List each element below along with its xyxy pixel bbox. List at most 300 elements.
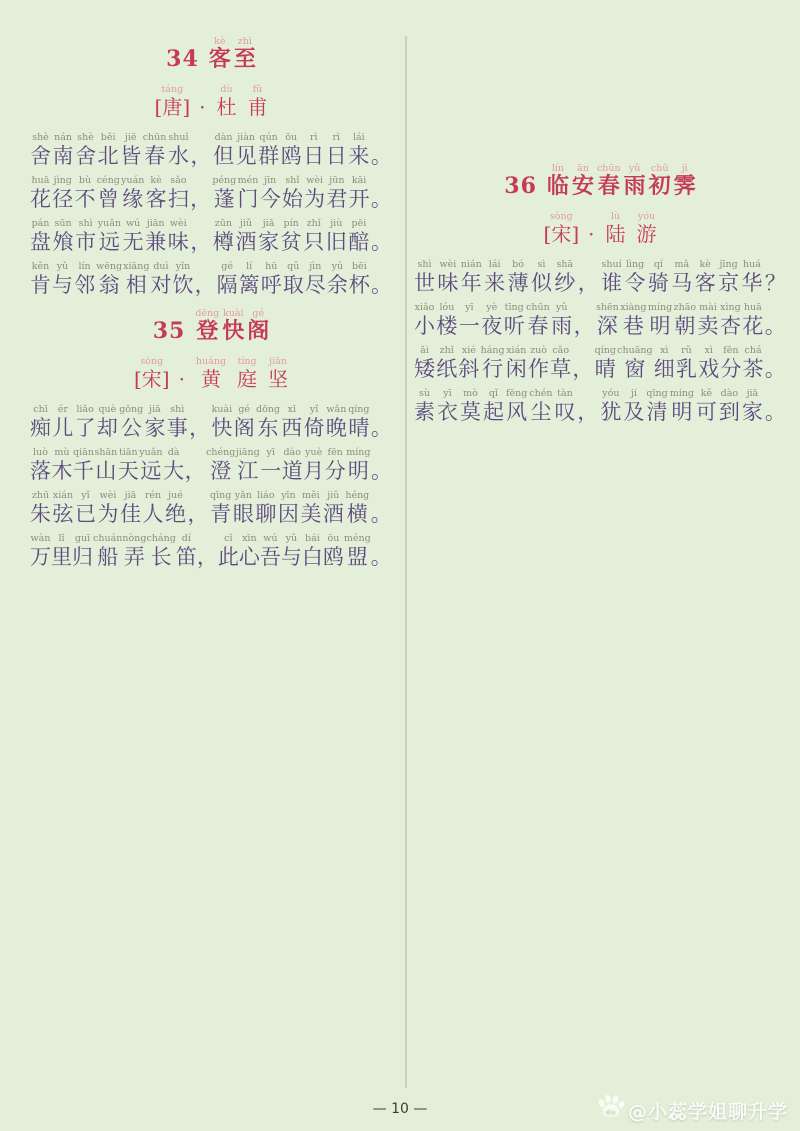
hanzi-char: ， — [187, 502, 209, 526]
poem-char — [73, 447, 94, 485]
pinyin-label: rì — [309, 132, 318, 143]
poem-char — [529, 388, 552, 426]
hanzi-char: 余 — [326, 273, 348, 297]
poem-char — [213, 218, 234, 256]
hanzi-char: 晴 — [348, 416, 370, 440]
author-separator — [588, 211, 594, 246]
hanzi-char: 。 — [764, 357, 786, 381]
poem-char — [123, 218, 144, 256]
hanzi-char: 今 — [259, 187, 281, 211]
pinyin-label: kuài — [222, 308, 244, 319]
pinyin-label: dàn — [214, 132, 233, 143]
author-name-char — [216, 84, 236, 119]
poem-char — [623, 388, 644, 426]
poem-char — [303, 218, 324, 256]
hanzi-char: 尽 — [304, 273, 326, 297]
pinyin-label: shuǐ — [168, 132, 189, 143]
hanzi-char: 市 — [75, 230, 97, 254]
hanzi-char: 倚 — [303, 416, 325, 440]
hanzi-char: 到 — [718, 400, 740, 424]
poem-char — [75, 404, 96, 442]
hanzi-char: 春 — [144, 144, 166, 168]
hanzi-char: 。 — [370, 416, 392, 440]
hanzi-char: 楼 — [436, 314, 458, 338]
column-divider — [405, 36, 407, 1088]
poem-char — [168, 218, 189, 256]
poem-char — [698, 345, 719, 383]
poem-char — [323, 490, 344, 528]
hanzi-char: 但 — [213, 144, 235, 168]
poem-char — [437, 388, 458, 426]
pinyin-label: lín — [551, 163, 565, 174]
poem-author — [30, 84, 392, 119]
hanzi-char: 可 — [695, 400, 717, 424]
pinyin-label: yóu — [637, 211, 656, 222]
hanzi-char: 一 — [458, 314, 480, 338]
hanzi-char: 聊 — [255, 502, 277, 526]
poem-char — [97, 175, 120, 213]
pinyin-label: xián — [506, 345, 527, 356]
hanzi-char: 味 — [437, 271, 459, 295]
hanzi-char: 庭 — [237, 367, 258, 391]
pinyin-label: wèi — [439, 259, 457, 270]
hanzi-char: 令 — [624, 271, 646, 295]
hanzi-char: 儿 — [52, 416, 74, 440]
poem-number — [153, 308, 193, 344]
hanzi-char: 朝 — [674, 314, 696, 338]
author-name-char — [268, 356, 288, 391]
poem-char — [122, 533, 146, 571]
poem-author — [30, 356, 392, 391]
hanzi-char: 径 — [52, 187, 74, 211]
pinyin-label — [774, 302, 777, 313]
poem-char — [765, 345, 786, 383]
pinyin-label: huá — [743, 259, 761, 270]
poem-char — [345, 490, 369, 528]
pinyin-label: wēng — [96, 261, 123, 272]
hanzi-char: 素 — [414, 400, 435, 424]
hanzi-char: 缘 — [122, 187, 144, 211]
hanzi-char: 雨 — [551, 314, 573, 338]
pinyin-label: kè — [150, 175, 162, 186]
poem-line — [414, 345, 786, 383]
author-name-char — [196, 356, 226, 391]
poem-char — [676, 345, 697, 383]
poem-char — [30, 175, 51, 213]
poem-char — [143, 132, 167, 170]
poem-char — [185, 447, 206, 485]
hanzi-char: 叹 — [554, 400, 576, 424]
pinyin-label: běi — [100, 132, 116, 143]
hanzi-char: 万 — [30, 545, 51, 569]
pinyin-label: chī — [33, 404, 48, 415]
hanzi-char: 纱 — [554, 271, 576, 295]
pinyin-label: qǔ — [287, 261, 300, 272]
poem-char — [720, 302, 741, 340]
poem-char — [30, 218, 51, 256]
poem-char — [233, 490, 254, 528]
hanzi-char: 因 — [277, 502, 299, 526]
poem-char — [326, 218, 347, 256]
pinyin-label: chū — [650, 163, 669, 174]
poem-char — [601, 259, 622, 297]
pinyin-label — [204, 261, 207, 272]
hanzi-char: 远 — [98, 230, 120, 254]
hanzi-char: 京 — [718, 271, 740, 295]
pinyin-label: shì — [417, 259, 432, 270]
poem-line — [30, 447, 392, 485]
poem-title — [30, 308, 392, 344]
pinyin-label: kè — [699, 259, 711, 270]
pinyin-label: wǎn — [326, 404, 347, 415]
poem-title-char — [209, 36, 231, 72]
poem-char — [256, 404, 280, 442]
hanzi-char: 薄 — [507, 271, 529, 295]
pinyin-label: gé — [252, 308, 265, 319]
hanzi-char: 家 — [741, 400, 763, 424]
hanzi-char: 千 — [73, 459, 94, 483]
poem-char — [461, 259, 482, 297]
poem-char — [695, 259, 716, 297]
poem-char — [648, 302, 672, 340]
poem-char — [742, 388, 763, 426]
pinyin-label: duì — [153, 261, 169, 272]
pinyin-label: méng — [343, 533, 371, 544]
poem-char — [578, 259, 599, 297]
pinyin-label: mò — [463, 388, 478, 399]
hanzi-char: 公 — [120, 416, 142, 440]
poem-char — [74, 175, 95, 213]
poem-char — [30, 533, 51, 571]
pinyin-label: měi — [301, 490, 320, 501]
poem-char — [371, 533, 392, 571]
poem-line — [30, 132, 392, 170]
pinyin-label: dà — [167, 447, 180, 458]
hanzi-char: 贫 — [280, 230, 302, 254]
poem-char — [281, 218, 302, 256]
poem-char — [191, 132, 212, 170]
poem-char — [260, 533, 281, 571]
pinyin-label: ōu — [327, 533, 340, 544]
poem-line — [30, 533, 392, 571]
pinyin-label: nián — [460, 259, 482, 270]
poem-title — [414, 163, 786, 199]
hanzi-char: 尘 — [530, 400, 552, 424]
poem-char — [437, 259, 458, 297]
pinyin-label: xīn — [242, 533, 257, 544]
pinyin-label: yī — [443, 388, 452, 399]
hanzi-char: 青 — [210, 502, 232, 526]
pinyin-label: xì — [660, 345, 669, 356]
pinyin-label: dào — [720, 388, 739, 399]
pinyin-label: tàn — [557, 388, 573, 399]
pinyin-label: tiān — [118, 447, 138, 458]
hanzi-char: 起 — [482, 400, 504, 424]
pinyin-label: cǎo — [552, 345, 570, 356]
pinyin-label: hū — [265, 261, 278, 272]
pinyin-label — [380, 218, 383, 229]
pinyin-label: jiā — [262, 218, 275, 229]
pinyin-label: fēng — [505, 388, 528, 399]
pinyin-label — [774, 345, 777, 356]
poem-char — [654, 345, 675, 383]
poem-char — [300, 490, 321, 528]
hanzi-char: 登 — [196, 318, 219, 344]
poem-char — [188, 490, 209, 528]
pinyin-label: nán — [54, 132, 72, 143]
pinyin-label: pēi — [351, 218, 367, 229]
pinyin-label: jué — [168, 490, 183, 501]
hanzi-char: 酒 — [235, 230, 257, 254]
poem-char — [145, 218, 166, 256]
poem-char — [217, 261, 238, 299]
hanzi-char: 34 — [166, 46, 199, 72]
hanzi-char: 坚 — [268, 367, 289, 391]
poem-char — [30, 447, 51, 485]
pinyin-label: yóu — [602, 388, 620, 399]
hanzi-char: 盟 — [346, 545, 368, 569]
pinyin-label: kè — [214, 36, 226, 47]
poem-title-char — [624, 163, 646, 199]
hanzi-char: 兼 — [145, 230, 167, 254]
poem-char — [98, 218, 121, 256]
author-name-char — [605, 211, 625, 246]
poem-char — [98, 490, 119, 528]
pinyin-label: jí — [630, 388, 637, 399]
pinyin-label: jiàn — [237, 132, 255, 143]
pinyin-label — [206, 533, 209, 544]
pinyin-label: mén — [237, 175, 259, 186]
hanzi-char: 朱 — [30, 502, 51, 526]
hanzi-char: 舍 — [75, 144, 97, 168]
poem-title — [30, 36, 392, 72]
poem-line — [414, 302, 786, 340]
poem-char — [139, 447, 162, 485]
hanzi-char: 年 — [460, 271, 482, 295]
hanzi-char: 快 — [222, 318, 245, 344]
pinyin-label: shǐ — [285, 175, 300, 186]
hanzi-char: 霁 — [673, 173, 696, 199]
hanzi-char: 不 — [74, 187, 96, 211]
pinyin-label: tīng — [504, 302, 524, 313]
pinyin-label: péng — [212, 175, 237, 186]
baidu-paw-icon — [596, 1094, 626, 1126]
poem-char — [506, 388, 527, 426]
hanzi-char: 晴 — [594, 357, 616, 381]
hanzi-char: 犹 — [600, 400, 622, 424]
hanzi-char: 月 — [303, 459, 325, 483]
hanzi-char: 落 — [30, 459, 51, 483]
poem-char — [197, 533, 218, 571]
pinyin-label: shè — [77, 132, 94, 143]
pinyin-label: liǎo — [76, 404, 94, 415]
hanzi-char: 35 — [152, 318, 186, 344]
right-column — [414, 163, 786, 431]
poem-char — [206, 447, 235, 485]
hanzi-char: 樽 — [212, 230, 234, 254]
hanzi-char: 舍 — [30, 144, 51, 168]
hanzi-char: 心 — [238, 545, 260, 569]
poem-char — [414, 345, 435, 383]
pinyin-label: héng — [345, 490, 370, 501]
pinyin-label: yǐn — [175, 261, 191, 272]
hanzi-char: 至 — [233, 46, 256, 72]
hanzi-char: · — [588, 222, 595, 246]
poem-char — [550, 345, 571, 383]
pinyin-label: kuài — [211, 404, 233, 415]
hanzi-char: 归 — [72, 545, 94, 569]
pinyin-label: mǎ — [674, 259, 690, 270]
poem-char — [236, 447, 260, 485]
hanzi-char: 为 — [304, 187, 326, 211]
hanzi-char: [唐] — [154, 95, 191, 119]
pinyin-label: shēn — [596, 302, 619, 313]
pinyin-label: yī — [465, 302, 474, 313]
poem-char — [646, 388, 667, 426]
pinyin-label — [180, 356, 183, 367]
hanzi-char: 江 — [237, 459, 259, 483]
poem-char — [483, 388, 504, 426]
pinyin-label: gé — [238, 404, 251, 415]
svg-text:du: du — [605, 1108, 617, 1116]
pinyin-label: chuán — [93, 533, 123, 544]
hanzi-char: 此 — [217, 545, 239, 569]
poem-char — [239, 261, 260, 299]
poem-char — [118, 447, 139, 485]
hanzi-char: 分 — [720, 357, 742, 381]
poem-title-char — [674, 163, 696, 199]
pinyin-label: cháng — [146, 533, 176, 544]
pinyin-label: dēng — [195, 308, 220, 319]
hanzi-char: 取 — [282, 273, 304, 297]
poem-char — [239, 533, 260, 571]
hanzi-char: ， — [196, 545, 218, 569]
poem-char — [143, 490, 164, 528]
hanzi-char: 飧 — [52, 230, 74, 254]
hanzi-char: 。 — [370, 144, 392, 168]
pinyin-label: tíng — [237, 356, 257, 367]
hanzi-char: 杯 — [348, 273, 370, 297]
pinyin-label: zuò — [530, 345, 547, 356]
pinyin-label: lín — [78, 261, 91, 272]
poem-char — [326, 175, 347, 213]
pinyin-label: wèi — [99, 490, 117, 501]
hanzi-char: 。 — [370, 273, 392, 297]
poem-char — [504, 302, 525, 340]
pinyin-label: xié — [461, 345, 476, 356]
hanzi-char: 雨 — [623, 173, 646, 199]
poem-char — [554, 388, 575, 426]
poem-line — [30, 490, 392, 528]
pinyin-label: yǔ — [285, 533, 298, 544]
pinyin-label: huā — [743, 302, 762, 313]
hanzi-char: · — [178, 367, 185, 391]
hanzi-char: 鸥 — [280, 144, 302, 168]
poem-char — [260, 175, 281, 213]
pinyin-label: lìng — [625, 259, 645, 270]
poem-char — [481, 345, 505, 383]
poem-author — [414, 211, 786, 246]
hanzi-char: 谁 — [601, 271, 623, 295]
poem-char — [121, 175, 144, 213]
author-dynasty — [134, 356, 170, 391]
poem-title-char — [234, 36, 256, 72]
poem-char — [349, 261, 370, 299]
hanzi-char: ， — [577, 400, 599, 424]
pinyin-label — [380, 404, 383, 415]
hanzi-char: 。 — [370, 545, 392, 569]
pinyin-label: míng — [669, 388, 694, 399]
hanzi-char: 春 — [597, 173, 620, 199]
pinyin-label: yǔ — [56, 261, 69, 272]
watermark-text: @小蕊学姐聊升学 — [627, 1100, 788, 1123]
pinyin-label: wú — [263, 533, 278, 544]
poem-title-char — [247, 308, 269, 344]
poem-char — [281, 404, 302, 442]
pinyin-label: bēi — [352, 261, 367, 272]
pinyin-label: gé — [221, 261, 233, 272]
hanzi-char: 日 — [303, 144, 325, 168]
pinyin-label: chá — [744, 345, 762, 356]
hanzi-char: [宋] — [133, 367, 170, 391]
hanzi-char: 乳 — [675, 357, 697, 381]
poem-char — [531, 259, 552, 297]
hanzi-char: 卖 — [697, 314, 719, 338]
pinyin-label — [774, 259, 777, 270]
hanzi-char: 华 — [741, 271, 763, 295]
pinyin-label: lù — [610, 211, 621, 222]
poem-char — [281, 132, 302, 170]
pinyin-label: yuè — [305, 447, 323, 458]
hanzi-char: 北 — [97, 144, 119, 168]
hanzi-char: 家 — [258, 230, 280, 254]
author-separator — [199, 84, 205, 119]
hanzi-char: 篱 — [238, 273, 260, 297]
hanzi-char: 白 — [301, 545, 323, 569]
hanzi-char: 西 — [281, 416, 303, 440]
poem-title-char — [649, 163, 671, 199]
hanzi-char: 明 — [649, 314, 671, 338]
poem-char — [414, 302, 435, 340]
pinyin-label: jiē — [124, 132, 137, 143]
poem-char — [282, 447, 303, 485]
hanzi-char: 与 — [52, 273, 74, 297]
pinyin-label: jiān — [146, 218, 165, 229]
poem-char — [51, 533, 72, 571]
hanzi-char: 花 — [30, 187, 51, 211]
poem-char — [120, 490, 141, 528]
poem-char — [75, 490, 96, 528]
pinyin-label: xì — [704, 345, 713, 356]
poem-char — [696, 388, 717, 426]
hanzi-char: 小 — [414, 314, 435, 338]
poem-char — [323, 533, 344, 571]
poem-char — [303, 132, 324, 170]
poem-char — [743, 345, 764, 383]
poem-char — [236, 132, 257, 170]
hanzi-char: 旧 — [325, 230, 347, 254]
poem-36 — [414, 163, 786, 426]
pinyin-label: yǎn — [234, 490, 252, 501]
pinyin-label: jìn — [309, 261, 322, 272]
hanzi-char: 。 — [370, 459, 392, 483]
poem-char — [30, 404, 51, 442]
poem-char — [741, 259, 762, 297]
poem-char — [371, 447, 392, 485]
hanzi-char: 快 — [211, 416, 233, 440]
pinyin-label: bù — [78, 175, 92, 186]
poem-char — [145, 404, 166, 442]
